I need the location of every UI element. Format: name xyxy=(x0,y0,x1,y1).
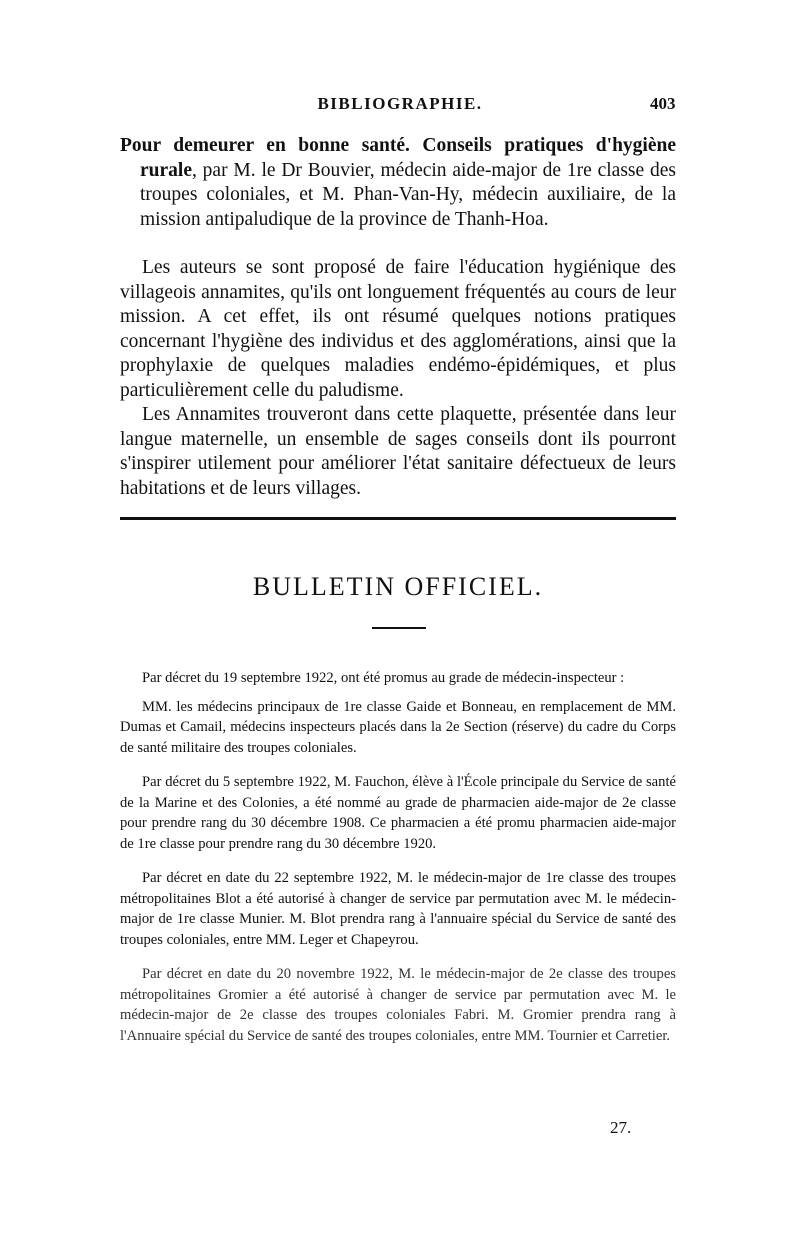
running-title: BIBLIOGRAPHIE. xyxy=(317,94,483,113)
book-authors: , par M. le Dr Bouvier, médecin aide-major de 1re classe des troupes coloniales, et M. Phan-Van-Hy, médecin auxiliaire, de la mission antipaludique de la province de Thanh-Hoa. xyxy=(140,159,676,230)
page-number: 403 xyxy=(650,94,676,113)
decree-paragraph: Par décret en date du 20 novembre 1922, M. le médecin-major de 2e classe des troupes métropolitaines Gromier a été autorisé à changer de service par permutation avec M. le médecin-major de 2e classe des troupes coloniales Fabri. M. Gromier prendra rang à l'Annuaire spécial du Service de santé des troupes coloniales, entre MM. Tournier et Carretier. xyxy=(120,966,676,1044)
review-paragraph: Les Annamites trouveront dans cette plaquette, présentée dans leur langue maternelle, un ensemble de sages conseils dont ils pourront s'inspirer utilement pour améliorer l'état sanitaire défectueux de leurs habitations et de leurs villages. xyxy=(120,404,676,499)
decree-paragraph: Par décret du 5 septembre 1922, M. Fauchon, élève à l'École principale du Service de santé de la Marine et des Colonies, a été nommé au grade de pharmacien aide-major de 2e classe pour prendre rang du 30 décembre 1908. Ce pharmacien a été promu pharmacien aide-major de 1re classe pour prendre rang du 30 décembre 1920. xyxy=(120,774,676,852)
decree-paragraph: MM. les médecins principaux de 1re classe Gaide et Bonneau, en remplacement de MM. Dumas et Camail, médecins inspecteurs placés dans la 2e Section (réserve) du cadre du Corps de santé militaire des troupes coloniales. xyxy=(120,698,676,756)
bibliography-entry xyxy=(120,134,676,501)
book-title: Pour demeurer en bonne santé. Conseils pratiques d'hygiène rurale xyxy=(120,135,676,181)
section-divider xyxy=(120,517,676,520)
signature-mark: 27. xyxy=(610,1118,632,1137)
bulletin-body xyxy=(120,668,676,1060)
decree-paragraph: Par décret en date du 22 septembre 1922, M. le médecin-major de 1re classe des troupes métropolitaines Blot a été autorisé à changer de service par permutation avec M. le médecin-major de 1re classe Munier. M. Blot prendra rang à l'annuaire spécial du Service de santé des troupes coloniales, entre MM. Leger et Chapeyrou. xyxy=(120,870,676,948)
running-head xyxy=(0,94,800,124)
section-heading: BULLETIN OFFICIEL. xyxy=(252,572,544,601)
bibliography-title xyxy=(120,134,676,232)
heading-underline xyxy=(372,627,426,629)
review-paragraph: Les auteurs se sont proposé de faire l'éducation hygiénique des villageois annamites, qu'ils ont longuement fréquentés au cours de leur mission. A cet effet, ils ont résumé quelques notions pratiques concernant l'hygiène des individus et des agglomérations, ainsi que la prophylaxie de quelques maladies endémo-épidémiques, et plus particulièrement celle du paludisme. xyxy=(120,257,676,401)
decree-paragraph: Par décret du 19 septembre 1922, ont été promus au grade de médecin-inspecteur : xyxy=(142,670,625,686)
